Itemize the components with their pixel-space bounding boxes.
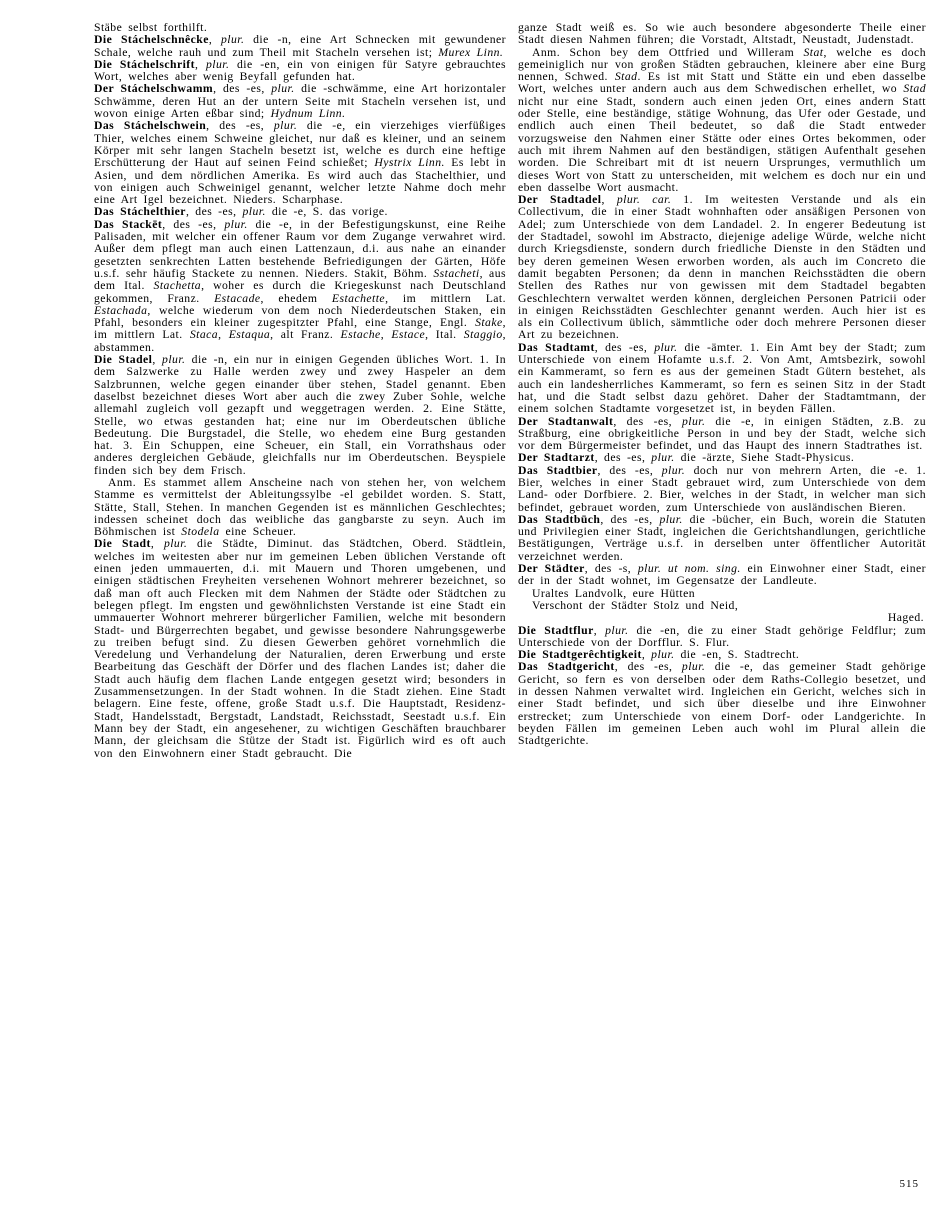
italic-term: plur.	[661, 463, 686, 477]
italic-term: plur.	[205, 57, 230, 71]
dictionary-entry	[518, 514, 926, 563]
headword: Die Stadtgerêchtigkeit	[518, 648, 642, 662]
dictionary-entry	[518, 563, 926, 588]
dictionary-entry	[518, 465, 926, 514]
headword: Das Stadtbūch	[518, 512, 601, 526]
dictionary-entry	[518, 416, 926, 453]
italic-term: plur. ut nom. sing.	[637, 562, 741, 576]
text-run: Stäbe selbst forthilft.	[94, 21, 208, 34]
italic-term: plur.	[681, 660, 706, 674]
italic-term: plur.	[681, 414, 706, 428]
text-run: ,	[601, 193, 617, 207]
text-run: Verschont der Städter Stolz und Neid,	[532, 598, 739, 612]
italic-term: plur.	[654, 340, 678, 354]
dictionary-entry	[518, 625, 926, 650]
text-run: , des -es,	[600, 512, 660, 526]
text-run: die -e, in einigen Städten, z.B. zu Straßburg, eine obrigkeitliche Person in und bey der Stadt, welche sich vor dem Bürgermeister befindet, und das Haupt des innern Stadtrathes ist.	[518, 414, 926, 453]
text-run: die -ärzte, Siehe Stadt-Physicus.	[674, 451, 855, 465]
text-run: die -e, S. das vorige.	[265, 205, 388, 219]
text-run: . Es ist mit Statt und Stätte ein und eben dasselbe Wort, welches unter andern auch aus dem Schwedischen erhellet, wo	[518, 70, 926, 96]
italic-term: plur. car.	[616, 193, 672, 207]
headword: Die Stadel	[94, 353, 153, 367]
headword: Das Stadtgericht	[518, 660, 615, 674]
text-run: ,	[593, 623, 606, 637]
text-run: , aus dem Ital.	[94, 266, 506, 293]
text-run: ,	[218, 328, 229, 342]
text-run: die -n, eine Art Schnecken mit gewundener Schale, welche rauh und zum Theil mit Stacheln versehen ist;	[94, 33, 507, 59]
text-run: Haged.	[887, 611, 924, 625]
italic-term: Stachetta	[153, 279, 202, 293]
dictionary-entry	[518, 194, 926, 342]
text-run: , ehedem	[260, 291, 332, 305]
dictionary-entry	[518, 342, 926, 416]
italic-term: Hystrix Linn.	[374, 156, 445, 170]
headword: Die Stadtflur	[518, 623, 594, 637]
italic-term: plur.	[651, 451, 675, 465]
dictionary-entry	[518, 22, 926, 47]
text-run: die -n, ein nur in einigen Gegenden übliches Wort. 1. In dem Salzwerke zu Halle werden zwey und zwey Haspeler an dem Salzbrunnen, welche gegen einander über stehen, Stadel genannt. Eben daselbst bezeichnet dieses Wort aber auch die zwey Zuber Sohle, welche allemahl zugleich voll gezapft und weggetragen werden. 2. Eine Stätte, Stelle, wo etwas gestanden hat; eine nur im Oberdeutschen übliche Bedeutung. Die Burgstadel, die Stelle, wo ehedem eine Burg gestanden hat. 3. Ein Schuppen, eine Scheuer, ein Stall, ein Vorrathshaus oder anderes dergleichen Gebäude, gleichfalls nur im Oberdeutschen. Beyspiele finden sich bey dem Frisch.	[94, 353, 507, 477]
text-run: , im mittlern Lat.	[385, 291, 506, 305]
italic-term: Estaqua	[228, 328, 271, 342]
poem-line	[518, 600, 926, 612]
headword: Der Städter	[518, 562, 585, 576]
text-run: , des -es,	[594, 451, 652, 465]
headword: Das Stadtamt	[518, 340, 595, 354]
italic-term: plur.	[224, 217, 248, 231]
text-run: , des -es,	[613, 414, 682, 428]
headword: Das Stadtbier	[518, 463, 598, 477]
italic-term: Stad	[614, 70, 638, 84]
dictionary-entry	[94, 59, 506, 84]
italic-term: Sstacheti	[433, 266, 480, 280]
text-run: die -ämter. 1. Ein Amt bey der Stadt; zum Unterschiede von einem Hofamte u.s.f. 2. Von Amt, Amtsbezirk, sowohl ein Kammeramt, so fern es aus der gemeinen Stadt Gütern bestehet, als auch ein landesherrliches Kammeramt, so fern es seinen Sitz in der Stadt hat, und die Stadt selbst dazu gehöret. Daher der Stadtamtmann, der einem solchen Stadtamte vorgesetzet ist, in beyden Fällen.	[518, 340, 926, 416]
text-run: , des -es,	[213, 82, 272, 96]
text-run: die -e, in der Befestigungskunst, eine Reihe Palisaden, mit welcher ein offener Raum vor dem Zugange verwahret wird. Außer dem pflegt man auch einen Lattenzaun, d.i. aus nahe an einander gesetzten senkrechten Latten bestehende Befriedigungen der Gärten, Höfe u.s.f. sehr häufig Stackete zu nennen. Nieders. Stakit, Böhm.	[94, 217, 506, 280]
text-run: ,	[641, 648, 652, 662]
dictionary-page	[94, 22, 926, 760]
italic-term: plur.	[651, 648, 675, 662]
text-run: , des -es,	[614, 660, 682, 674]
italic-term: plur.	[273, 119, 298, 133]
text-run: , im mittlern Lat.	[94, 316, 506, 342]
text-run: Anm. Schon bey dem Ottfried und Willeram	[532, 45, 804, 59]
headword: Die Stadt	[94, 537, 151, 551]
italic-term: Estace	[391, 328, 426, 342]
text-run: , des -es,	[162, 217, 225, 231]
text-run: , welche wiederum von dem noch Niederdeutschen Staken, ein Pfahl, besonders ein kleiner zugespitzter Pfahl, eine Stange, Engl.	[94, 303, 506, 330]
text-run: 1. Im weitesten Verstande und als ein Collectivum, die in einer Stadt wohnhaften oder ansäßigen Personen von Adel; zum Unterschiede von dem Landadel. 2. In engerer Bedeutung ist der Stadtadel, sowohl im Abstracto, diejenige adelige Würde, welche nicht durch Kriegsdienste, sondern durch friedliche Dienste in den Städten und bey deren gemeinen Wesen erworben worden, als auch im Concreto die damit begabten Personen; da denn in manchen Reichsstädten die obern Stellen des Rathes nur von gewissen mit dem Stadtadel begabten Geschlechtern verwaltet werden können, dergleichen Personen Patricii oder in einigen Reichsstädten Geschlechter genannt werden. Auch hier ist es als ein Collectivum üblich, sämmtliche oder doch mehrere Personen dieser Art zu bezeichnen.	[518, 193, 926, 342]
italic-term: Stake	[475, 316, 503, 330]
headword: Die Stáchelschnêcke	[94, 33, 209, 47]
italic-term: plur.	[271, 82, 295, 96]
headword: Das Stáchelschwein	[94, 119, 207, 133]
italic-term: plur.	[162, 353, 186, 367]
italic-term: Staggio	[463, 328, 503, 342]
text-run: die -en, die zu einer Stadt gehörige Feldflur; zum Unterschiede von der Dorfflur. S. Flur.	[518, 623, 927, 649]
headword: Das Stackēt	[94, 217, 163, 231]
text-run: , des -s,	[584, 562, 638, 576]
remark-paragraph	[518, 47, 926, 195]
italic-term: Estacade	[214, 291, 261, 305]
italic-term: Estache	[340, 328, 381, 342]
headword: Der Stáchelschwamm	[94, 82, 214, 96]
italic-term: plur.	[242, 205, 266, 219]
text-run: ,	[380, 328, 392, 342]
text-run: , des -es,	[185, 205, 243, 219]
left-column	[94, 22, 506, 760]
text-run: , des -es,	[594, 340, 655, 354]
text-run: Uraltes Landvolk, eure Hütten	[532, 586, 696, 600]
dictionary-entry	[94, 120, 506, 206]
italic-term: Hydnum Linn.	[270, 107, 346, 121]
dictionary-entry	[94, 83, 506, 120]
text-run: die -bücher, ein Buch, worein die Statuten und Privilegien einer Stadt, ingleichen die Gerichtshandlungen, gerichtliche Bestätigungen, Verträge u.s.f. in derselben unter öffentlicher Autorität verzeichnet werden.	[518, 512, 926, 563]
text-run: , des -es,	[206, 119, 274, 133]
italic-term: Stodela	[181, 525, 220, 539]
text-run: ein Einwohner einer Stadt, einer der in der Stadt wohnet, im Gegensatze der Landleute.	[518, 562, 926, 588]
page-number: 515	[899, 1178, 919, 1190]
italic-term: Murex Linn.	[438, 45, 504, 59]
text-run: die Städte, Diminut. das Städtchen, Oberd. Städtlein, welches im weitesten aber nur im gemeinen Leben üblichen Verstande oft einen jeden ummauerten, d.i. mit Mauern und Thoren umgebenen, und einigen städtischen Freyheiten versehenen Wohnort mehrerer bezeichnet, so daß man oft auch Flecken mit dem Nahmen der Städte oder Städtchen zu belegen pflegt. Im engsten und gewöhnlichsten Verstande ist eine Stadt ein ummauerter Wohnort mehrerer bürgerlicher Familien, welche mit besondern Stadt- und Bürgerrechten begabet, und gewisse besondere Nahrungsgewerbe zu treiben befugt sind. Zu diesen Gewerben gehöret vornehmlich die Veredelung und Verhandelung der Naturalien, deren Erwerbung und erste Bearbeitung das Geschäft der Dörfer und des flachen Landes ist; daher die Stadt auch häufig dem flachen Lande entgegen gesetzt wird; besonders in Zusammensetzungen. In der Stadt wohnen. In die Stadt ziehen. Eine Stadt belagern. Eine feste, offene, große Stadt u.s.f. Die Hauptstadt, Residenz-Stadt, Handelsstadt, Bergstadt, Landstadt, Reichsstadt, Seestadt u.s.f. Ein Mann bey der Stadt, ein angesehener, zu wichtigen Geschäften brauchbarer Mann, der gleichsam die Stütze der Stadt ist. Figürlich wird es oft auch von den Einwohnern einer Stadt gebraucht. Die	[94, 537, 506, 760]
headword: Der Stadtanwalt	[518, 414, 614, 428]
italic-term: plur.	[659, 512, 683, 526]
headword: Die Stáchelschrift	[94, 57, 195, 71]
italic-term: plur.	[605, 623, 629, 637]
headword: Der Stadtadel	[518, 193, 602, 207]
italic-term: Stat	[803, 45, 824, 59]
text-run: Es lebt in Asien, und dem nördlichen Amerika. Es wird auch das Stachelthier, und von einigen auch Schweinigel genannt, welcher letzte Nahme doch mehr eine Art Igel bezeichnet. Nieders. Scharphase.	[94, 156, 506, 207]
text-run: ,	[194, 57, 206, 71]
text-run: , alt Franz.	[270, 328, 341, 342]
text-run: , des -es,	[597, 463, 662, 477]
text-run: ,	[208, 33, 222, 47]
text-run: ,	[150, 537, 164, 551]
dictionary-entry	[518, 661, 926, 747]
two-column-text-block	[94, 22, 926, 760]
remark-paragraph	[94, 477, 506, 538]
text-run: Anm. Es stammet allem Anscheine nach von stehen her, von welchem Stamme es vermittelst der Ableitungssylbe -el gebildet worden. S. Statt, Stätte, Stall, Stehen. In manchen Gegenden ist es männlichen Geschlechtes; indessen scheinet doch das weibliche das gangbarste zu seyn. Auch im Böhmischen ist	[94, 475, 506, 539]
text-run: die -e, das gemeiner Stadt gehörige Gericht, so fern es von derselben oder dem Raths-Collegio besetzet, und in dessen Nahmen verwaltet wird. Ingleichen ein Gericht, welches sich in einer Stadt befindet, und sich über dieselbe und ihre Einwohner erstrecket; zum Unterschiede von einem Dorf- oder Landgerichte. In beyden Fällen im gemeinen Leben auch wohl im Plural allein die Stadtgerichte.	[518, 660, 926, 748]
italic-term: Stad	[903, 82, 926, 96]
text-run: , woher es durch die Kriegeskunst nach Deutschland gekommen, Franz.	[94, 279, 506, 305]
text-run: , abstammen.	[94, 328, 507, 354]
text-run: ganze Stadt weiß es. So wie auch besondere abgesonderte Theile einer Stadt diesen Nahmen führen; die Vorstadt, Altstadt, Neustadt, Judenstadt.	[518, 21, 926, 47]
text-run: eine Scheuer.	[219, 525, 297, 539]
dictionary-entry	[94, 219, 506, 354]
dictionary-entry	[94, 354, 506, 477]
headword: Der Stadtarzt	[518, 451, 595, 465]
italic-term: plur.	[221, 33, 245, 47]
italic-term: Estachette	[331, 291, 386, 305]
dictionary-entry	[94, 538, 506, 759]
text-run: , Ital.	[425, 328, 464, 342]
text-run: , welche es doch gemeiniglich nur von großen Städten gebrauchen, kleinere aber eine Burg nennen, Schwed.	[518, 45, 926, 84]
text-run: doch nur von mehrern Arten, die -e. 1. Bier, welches in einer Stadt gebrauet wird, zum Unterschiede von dem Land- oder Dorfbiere. 2. Bier, welches in der Stadt, in welcher man sich befindet, gebrauet worden, zum Unterschiede von ausländischen Bieren.	[518, 463, 926, 514]
italic-term: Staca	[189, 328, 219, 342]
text-run: ,	[152, 353, 163, 367]
italic-term: plur.	[163, 537, 188, 551]
headword: Das Stáchelthier	[94, 205, 186, 219]
italic-term: Estachada	[94, 303, 148, 317]
text-run: die -e, ein vierzehiges vierfüßiges Thier, welches einem Schweine gleichet, nur daß es kleiner, und an seinem Körper mit sehr langen Stacheln besetzt ist, welche es durch eine heftige Erschütterung der Haut auf seinen Feind schießet;	[94, 119, 506, 170]
text-run: die -en, ein von einigen für Satyre gebrauchtes Wort, welches aber wenig Beyfall gefunden hat.	[94, 57, 506, 84]
dictionary-entry	[94, 34, 506, 59]
text-run: nicht nur eine Stadt, sondern auch einen jeden Ort, eines andern Statt oder Stelle, eine beständige, stätige Wohnung, das Ufer oder Gestade, und endlich auch einen Theil bedeutet, so daß die Stadt entweder vorzugsweise den Nahmen einer Stätte oder eines Ortes bekommen, oder auch mit ihrem Nahmen auf den beständigen, stätigen Aufenthalt gesehen worden. Die Schreibart mit dt ist neuern Ursprunges, vermuthlich um dieses Wort von Statt zu unterscheiden, mit welchem es doch nur ein und eben dasselbe Wort ausmacht.	[518, 94, 926, 194]
text-run: die -en, S. Stadtrecht.	[674, 648, 800, 662]
text-run: die -schwämme, eine Art horizontaler Schwämme, deren Hut an der untern Seite mit Stacheln versehen ist, und wovon einige Arten eßbar sind;	[94, 82, 507, 121]
right-column	[518, 22, 926, 760]
